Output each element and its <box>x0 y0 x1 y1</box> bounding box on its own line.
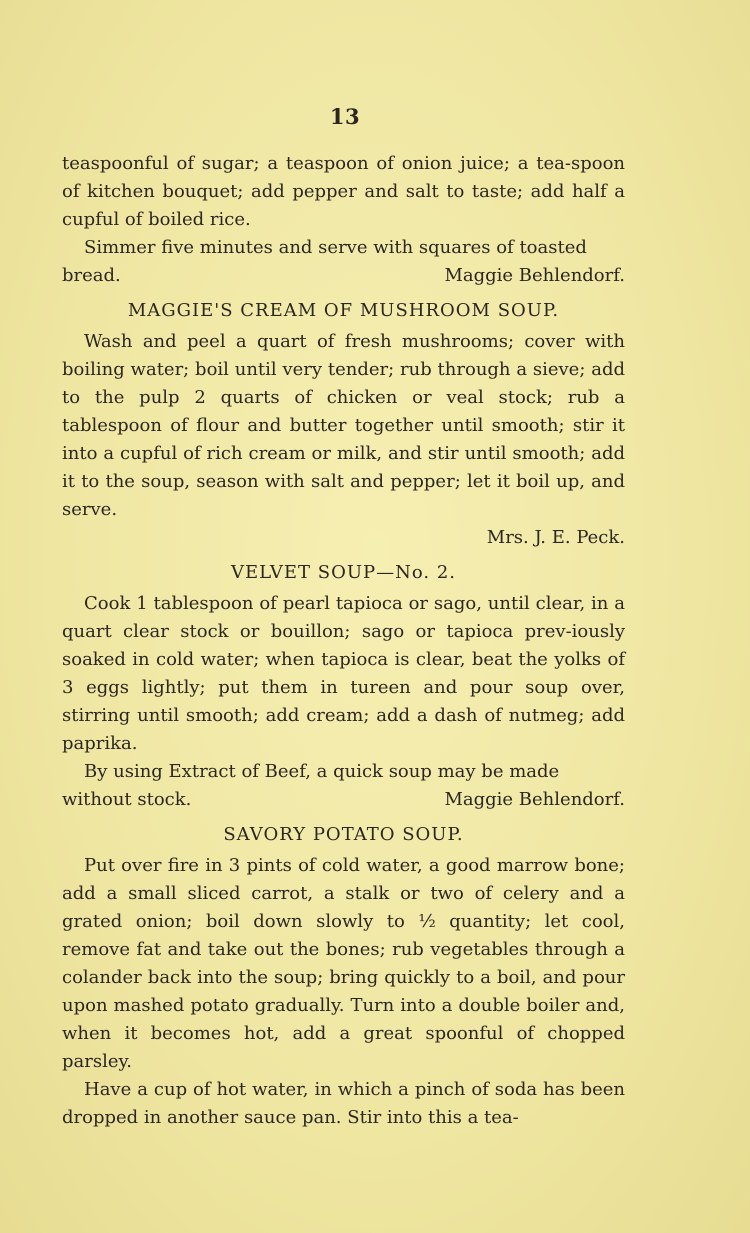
recipe-instructions: Put over fire in 3 pints of cold water, a good marrow bone; add a small sliced carrot, a stalk or two of celery and a grated onion; boil down slowly to ½ quantity; let cool, remove fat and take out the bones; rub vegetables through a colander back into the soup; bring quickly to a boil, and pour upon mashed potato gradually. Turn into a double boiler and, when it becomes hot, add a great spoonful of chopped parsley. <box>62 855 625 1072</box>
paragraph-extract: By using Extract of Beef, a quick soup may be made <box>84 761 560 782</box>
recipe-title: SAVORY POTATO SOUP. <box>223 824 464 845</box>
paragraph-extract-end <box>62 786 625 814</box>
paragraph-simmer: Simmer five minutes and serve with squares of toasted <box>84 237 587 258</box>
recipe-title: MAGGIE'S CREAM OF MUSHROOM SOUP. <box>127 300 560 321</box>
recipe-instructions: Wash and peel a quart of fresh mushrooms; cover with boiling water; boil until very tender; rub through a sieve; add to the pulp 2 quarts of chicken or veal stock; rub a tablespoon of flour and butter together until smooth; stir it into a cupful of rich cream or milk, and stir until smooth; add it to the soup, season with salt and pepper; let it boil up, and serve. <box>62 331 625 520</box>
paragraph-simmer-end <box>62 262 625 290</box>
signature: Maggie Behlendorf. <box>444 789 625 810</box>
recipe-title: VELVET SOUP—No. 2. <box>230 562 457 583</box>
page-content <box>62 150 625 1132</box>
signature: Maggie Behlendorf. <box>444 265 625 286</box>
paragraph-last-line: bread. <box>62 265 121 286</box>
paragraph-continued: teaspoonful of sugar; a teaspoon of onion juice; a tea-spoon of kitchen bouquet; add pepper and salt to taste; add half a cupful of boiled rice. <box>62 153 625 230</box>
page-number: 13 <box>329 104 361 129</box>
recipe-instructions: Cook 1 tablespoon of pearl tapioca or sago, until clear, in a quart clear stock or bouillon; sago or tapioca prev-iously soaked in cold water; when tapioca is clear, beat the yolks of 3 eggs lightly; put them in tureen and pour soup over, stirring until smooth; add cream; add a dash of nutmeg; add paprika. <box>62 593 625 754</box>
paragraph-last-line: without stock. <box>62 789 192 810</box>
signature: Mrs. J. E. Peck. <box>486 527 625 548</box>
recipe-instructions-continued: Have a cup of hot water, in which a pinch of soda has been dropped in another sauce pan. Stir into this a tea- <box>62 1079 625 1128</box>
